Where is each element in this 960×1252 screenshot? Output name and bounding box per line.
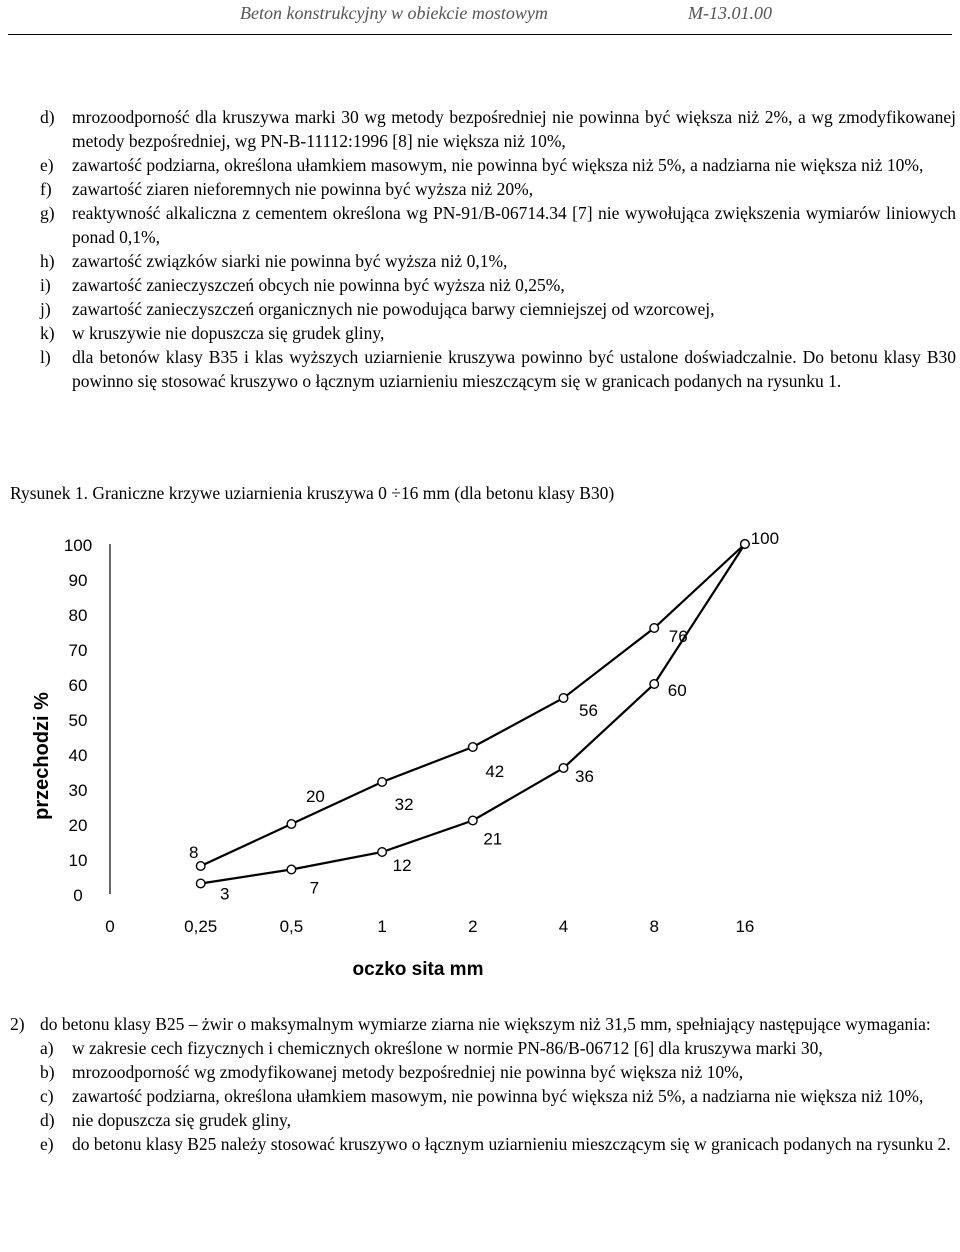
- data-label: 8: [188, 843, 199, 862]
- header-code: M-13.01.00: [688, 3, 772, 23]
- data-point: [741, 540, 750, 549]
- data-point: [559, 694, 568, 703]
- data-point: [650, 624, 659, 633]
- requirements-list-top: [40, 105, 956, 393]
- data-label: 32: [394, 795, 414, 814]
- y-tick-label: 80: [68, 606, 88, 625]
- data-label: 36: [575, 767, 594, 786]
- list-item: i) zawartość zanieczyszczeń obcych nie powinna być wyższa niż 0,25%,: [40, 275, 565, 295]
- data-point: [378, 848, 387, 857]
- data-point: [196, 862, 205, 871]
- data-point: [469, 743, 478, 752]
- data-point: [650, 680, 659, 689]
- data-label: 60: [667, 681, 687, 700]
- data-label: 56: [579, 701, 598, 720]
- section-2-text: do betonu klasy B25 – żwir o maksymalnym wymiarze ziarna nie większym niż 31,5 mm, spełniający następujące wymagania:: [40, 1014, 931, 1034]
- page-header: [8, 0, 952, 35]
- y-tick-label: 90: [68, 571, 88, 590]
- x-axis-title: oczko sita mm: [352, 959, 484, 980]
- list-item: h) zawartość związków siarki nie powinna być wyższa niż 0,1%,: [40, 251, 508, 271]
- data-label: 76: [668, 627, 688, 646]
- list-item: d) nie dopuszcza się grudek gliny,: [40, 1110, 292, 1130]
- list-item: c) zawartość podziarna, określona ułamkiem masowym, nie powinna być większa niż 5%, a nadziarna nie większa niż 10%,: [40, 1086, 924, 1106]
- list-item: j) zawartość zanieczyszczeń organicznych nie powodująca barwy ciemniejszej od wzorcowej,: [40, 299, 715, 319]
- data-label: 20: [305, 787, 325, 806]
- data-label: 3: [219, 884, 230, 904]
- y-tick-label: 60: [68, 676, 88, 695]
- figure-caption: Rysunek 1. Graniczne krzywe uziarnienia kruszywa 0 ÷16 mm (dla betonu klasy B30): [10, 483, 615, 503]
- x-tick-label: 8: [649, 917, 659, 936]
- lower-limit-curve: [201, 544, 745, 884]
- data-label: 21: [483, 829, 503, 849]
- y-tick-label: 70: [68, 641, 88, 660]
- x-tick-label: 1: [377, 917, 387, 936]
- x-tick-label: 0: [105, 917, 115, 936]
- list-item: a) w zakresie cech fizycznych i chemicznych określone w normie PN-86/B-06712 [6] dla kruszywa marki 30,: [40, 1038, 823, 1058]
- list-item: f) zawartość ziaren nieforemnych nie powinna być wyższa niż 20%,: [40, 179, 534, 199]
- section-2: [10, 1012, 956, 1156]
- x-tick-label: 4: [558, 917, 569, 936]
- y-axis-title: przechodzi %: [31, 692, 53, 820]
- data-point: [469, 816, 478, 825]
- grading-chart: [0, 520, 960, 1000]
- y-tick-label: 0: [73, 886, 83, 905]
- data-point: [287, 865, 296, 874]
- list-item: e) do betonu klasy B25 należy stosować kruszywo o łącznym uziarnieniu mieszczącym się w granicach podanych na rysunku 2.: [40, 1134, 951, 1154]
- data-point: [196, 879, 205, 888]
- list-item: e) zawartość podziarna, określona ułamkiem masowym, nie powinna być większa niż 5%, a nadziarna nie większa niż 10%,: [40, 155, 924, 175]
- list-item: g) reaktywność alkaliczna z cementem określona wg PN-91/B-06714.34 [7] nie wywołująca zwiększenia wymiarów liniowych ponad 0,1%,: [40, 203, 956, 247]
- y-tick-label: 100: [63, 536, 93, 555]
- data-point: [287, 820, 296, 829]
- requirements-list-b25: [40, 1036, 956, 1156]
- x-tick-label: 16: [735, 917, 755, 936]
- x-tick-label: 2: [468, 917, 478, 936]
- list-item: d) mrozoodporność dla kruszywa marki 30 wg metody bezpośredniej nie powinna być większa niż 2%, a wg zmodyfikowanej metody bezpośredniej, wg PN-B-11112:1996 [8] nie większa niż 10%,: [40, 107, 956, 151]
- list-item: k) w kruszywie nie dopuszcza się grudek gliny,: [40, 323, 385, 343]
- x-tick-label: 0,5: [279, 917, 304, 936]
- data-label: 100: [750, 529, 780, 548]
- y-tick-label: 30: [68, 781, 88, 800]
- list-item: l) dla betonów klasy B35 i klas wyższych uziarnienie kruszywa powinno być ustalone doświadczalnie. Do betonu klasy B30 powinno się stosować kruszywo o łącznym uziarnieniu mieszczącym się w granicach podanych na rysunku 1.: [40, 347, 956, 391]
- data-label: 7: [309, 878, 320, 898]
- data-point: [559, 764, 568, 773]
- data-label: 42: [485, 762, 505, 781]
- y-tick-label: 20: [68, 816, 88, 835]
- data-point: [378, 778, 387, 787]
- list-item: b) mrozoodporność wg zmodyfikowanej metody bezpośredniej nie powinna być większa niż 10%,: [40, 1062, 744, 1082]
- x-tick-label: 0,25: [184, 917, 218, 936]
- section-2-label: 2): [10, 1014, 25, 1034]
- y-tick-label: 50: [68, 711, 88, 730]
- y-tick-label: 40: [68, 746, 88, 765]
- y-tick-label: 10: [68, 851, 88, 870]
- data-label: 12: [392, 856, 412, 875]
- header-title: Beton konstrukcyjny w obiekcie mostowym: [240, 3, 548, 23]
